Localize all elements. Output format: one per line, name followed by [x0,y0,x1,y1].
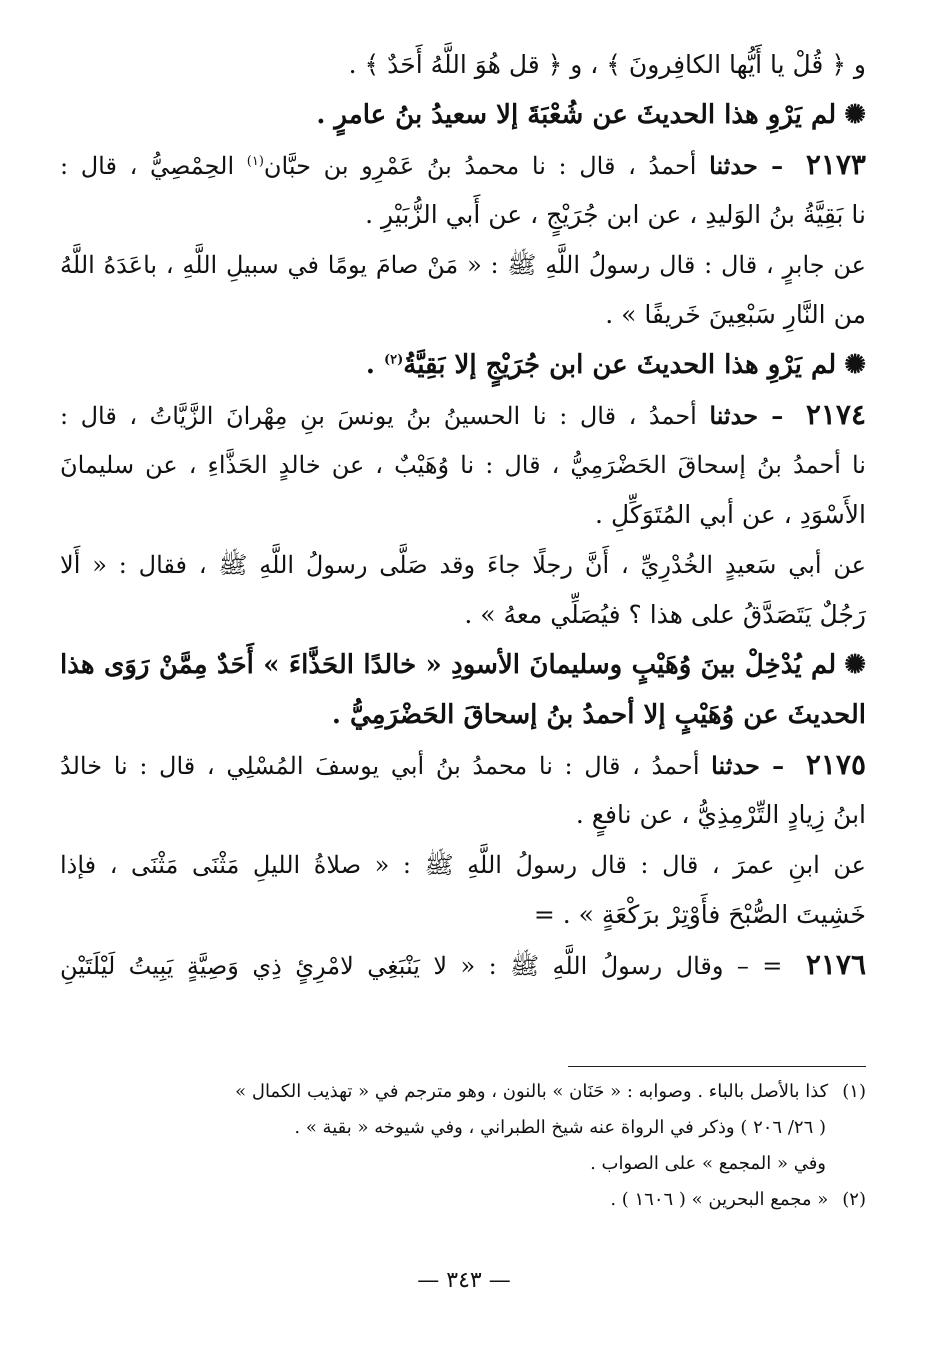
hadith-2176-line-1 [60,940,866,990]
hadith-text: أحمدُ ، قال : نا محمدُ بنُ عَمْرِو بن حبَّان [263,152,697,180]
text-line: و ﴿ قُلْ يا أَيُّها الكافِرونَ ﴾ ، و ﴿ قل هُوَ اللَّهُ أَحَدٌ ﴾ . [348,50,866,79]
footnote-1 [60,1074,866,1110]
hadith-text: أحمدُ ، قال : نا محمدُ بنُ أبي يوسفَ المُسْلِي ، قال : نا خالدُ [60,752,700,780]
hadith-text: الحِمْصِيُّ ، قال : [60,152,235,180]
footnote-ref: (١) [246,154,264,169]
hadith-lead: – حدثنا [709,401,784,430]
hadith-number: ٢١٧٣ [805,148,866,181]
hadith-number: ٢١٧٤ [805,398,866,431]
hadith-number: ٢١٧٥ [805,748,866,781]
footnotes [60,1074,866,1218]
hadith-2174-line-1 [60,390,866,440]
page-body [60,40,866,990]
hadith-2175-line-4: خَشِيتَ الصُّبْحَ فأَوْتِرْ برَكْعَةٍ » . = [533,900,866,929]
footnote-divider [568,1066,866,1067]
star-ornament-icon: ✺ [844,650,866,680]
hadith-lead: – حدثنا [711,751,785,780]
hadith-2175-line-2: ابنُ زِيادٍ التِّرْمِذِيُّ ، عن نافعٍ . [575,800,866,829]
hadith-2175-line-3: عن ابنِ عمرَ ، قال : قال رسولُ اللَّهِ ﷺ : « صلاةُ الليلِ مَثْنَى مَثْنَى ، فإذا [60,851,866,879]
footnote-marker: (١) [842,1081,866,1102]
hadith-2174-line-3: الأَسْوَدِ ، عن أبي المُتَوَكِّلِ . [595,500,866,529]
hadith-2173-line-4: من النَّارِ سَبْعِينَ خَريفًا » . [605,300,866,329]
hadith-2175-line-1 [60,740,866,790]
commentary-line: الحديثَ عن وُهَيْبٍ إلا أحمدُ بنُ إسحاقَ الحَضْرَمِيُّ . [331,700,866,730]
star-ornament-icon: ✺ [844,350,866,380]
hadith-2173-line-3: عن جابرٍ ، قال : قال رسولُ اللَّهِ ﷺ : « مَنْ صامَ يومًا في سبيلِ اللَّهِ ، باعَدَهُ اللَّهُ [60,251,866,279]
footnote-2 [60,1182,866,1218]
footnote-text: كذا بالأصل بالباء . وصوابه : « حَنَان » بالنون ، وهو مترجم في « تهذيب الكمال » [235,1081,829,1102]
commentary-text: لم يَرْوِ هذا الحديثَ عن ابن جُرَيْجٍ إلا بَقِيَّةُ [403,350,837,380]
footnote-1-continued: وفي « المجمع » على الصواب . [590,1153,826,1174]
footnote-1-continued: ( ٢٦/ ٢٠٦ ) وذكر في الرواة عنه شيخ الطبراني ، وفي شيوخه « بقية » . [294,1117,826,1138]
commentary-line [60,640,866,690]
footnote-marker: (٢) [842,1189,866,1210]
commentary-text: لم يَرْوِ هذا الحديثَ عن شُعْبَةَ إلا سعيدُ بنُ عامرٍ . [316,100,837,130]
hadith-2174-line-2: نا أحمدُ بنُ إسحاقَ الحَضْرَمِيُّ ، قال : نا وُهَيْبٌ ، عن خالدٍ الحَذَّاءِ ، عن سليمانَ [60,451,866,479]
hadith-lead: – حدثنا [709,151,784,180]
commentary-line [60,90,866,140]
star-ornament-icon: ✺ [844,100,866,130]
commentary-text: لم يُدْخِلْ بينَ وُهَيْبٍ وسليمانَ الأسودِ « خالدًا الحَذَّاءَ » أَحَدٌ مِمَّنْ رَوَى هذا [60,650,837,680]
footnote-text: « مجمع البحرين » ( ١٦٠٦ ) . [610,1189,829,1210]
hadith-number: ٢١٧٦ [805,948,866,981]
commentary-line: ✺لم يَرْوِ هذا الحديثَ عن ابن جُرَيْجٍ إلا بَقِيَّةُ$^{(٢)}$ . [60,340,866,390]
hadith-2173-line-2: نا بَقِيَّةُ بنُ الوَليدِ ، عن ابن جُرَيْجٍ ، عن أَبي الزُّبَيْرِ . [365,200,866,229]
hadith-text: = – وقال رسولُ اللَّهِ ﷺ : « لا يَنْبَغِي لامْرِئٍ ذِي وَصِيَّةٍ يَبِيتُ لَيْلَتَيْنِ [60,952,783,980]
hadith-2173-line-1 [60,140,866,190]
page-number: — ٣٤٣ — [417,1268,511,1293]
footnote-ref: (٢) [383,352,404,368]
hadith-2174-line-5: رَجُلٌ يَتَصَدَّقُ على هذا ؟ فيُصَلِّي معهُ » . [464,600,866,629]
hadith-text: أحمدُ ، قال : نا الحسينُ بنُ يونسَ بنِ مِهْرانَ الزَّيَّاتُ ، قال : [60,402,697,430]
hadith-2174-line-4: عن أبي سَعيدٍ الخُدْرِيِّ ، أَنَّ رجلًا جاءَ وقد صَلَّى رسولُ اللَّهِ ﷺ ، فقال : « أَلا [60,551,866,579]
